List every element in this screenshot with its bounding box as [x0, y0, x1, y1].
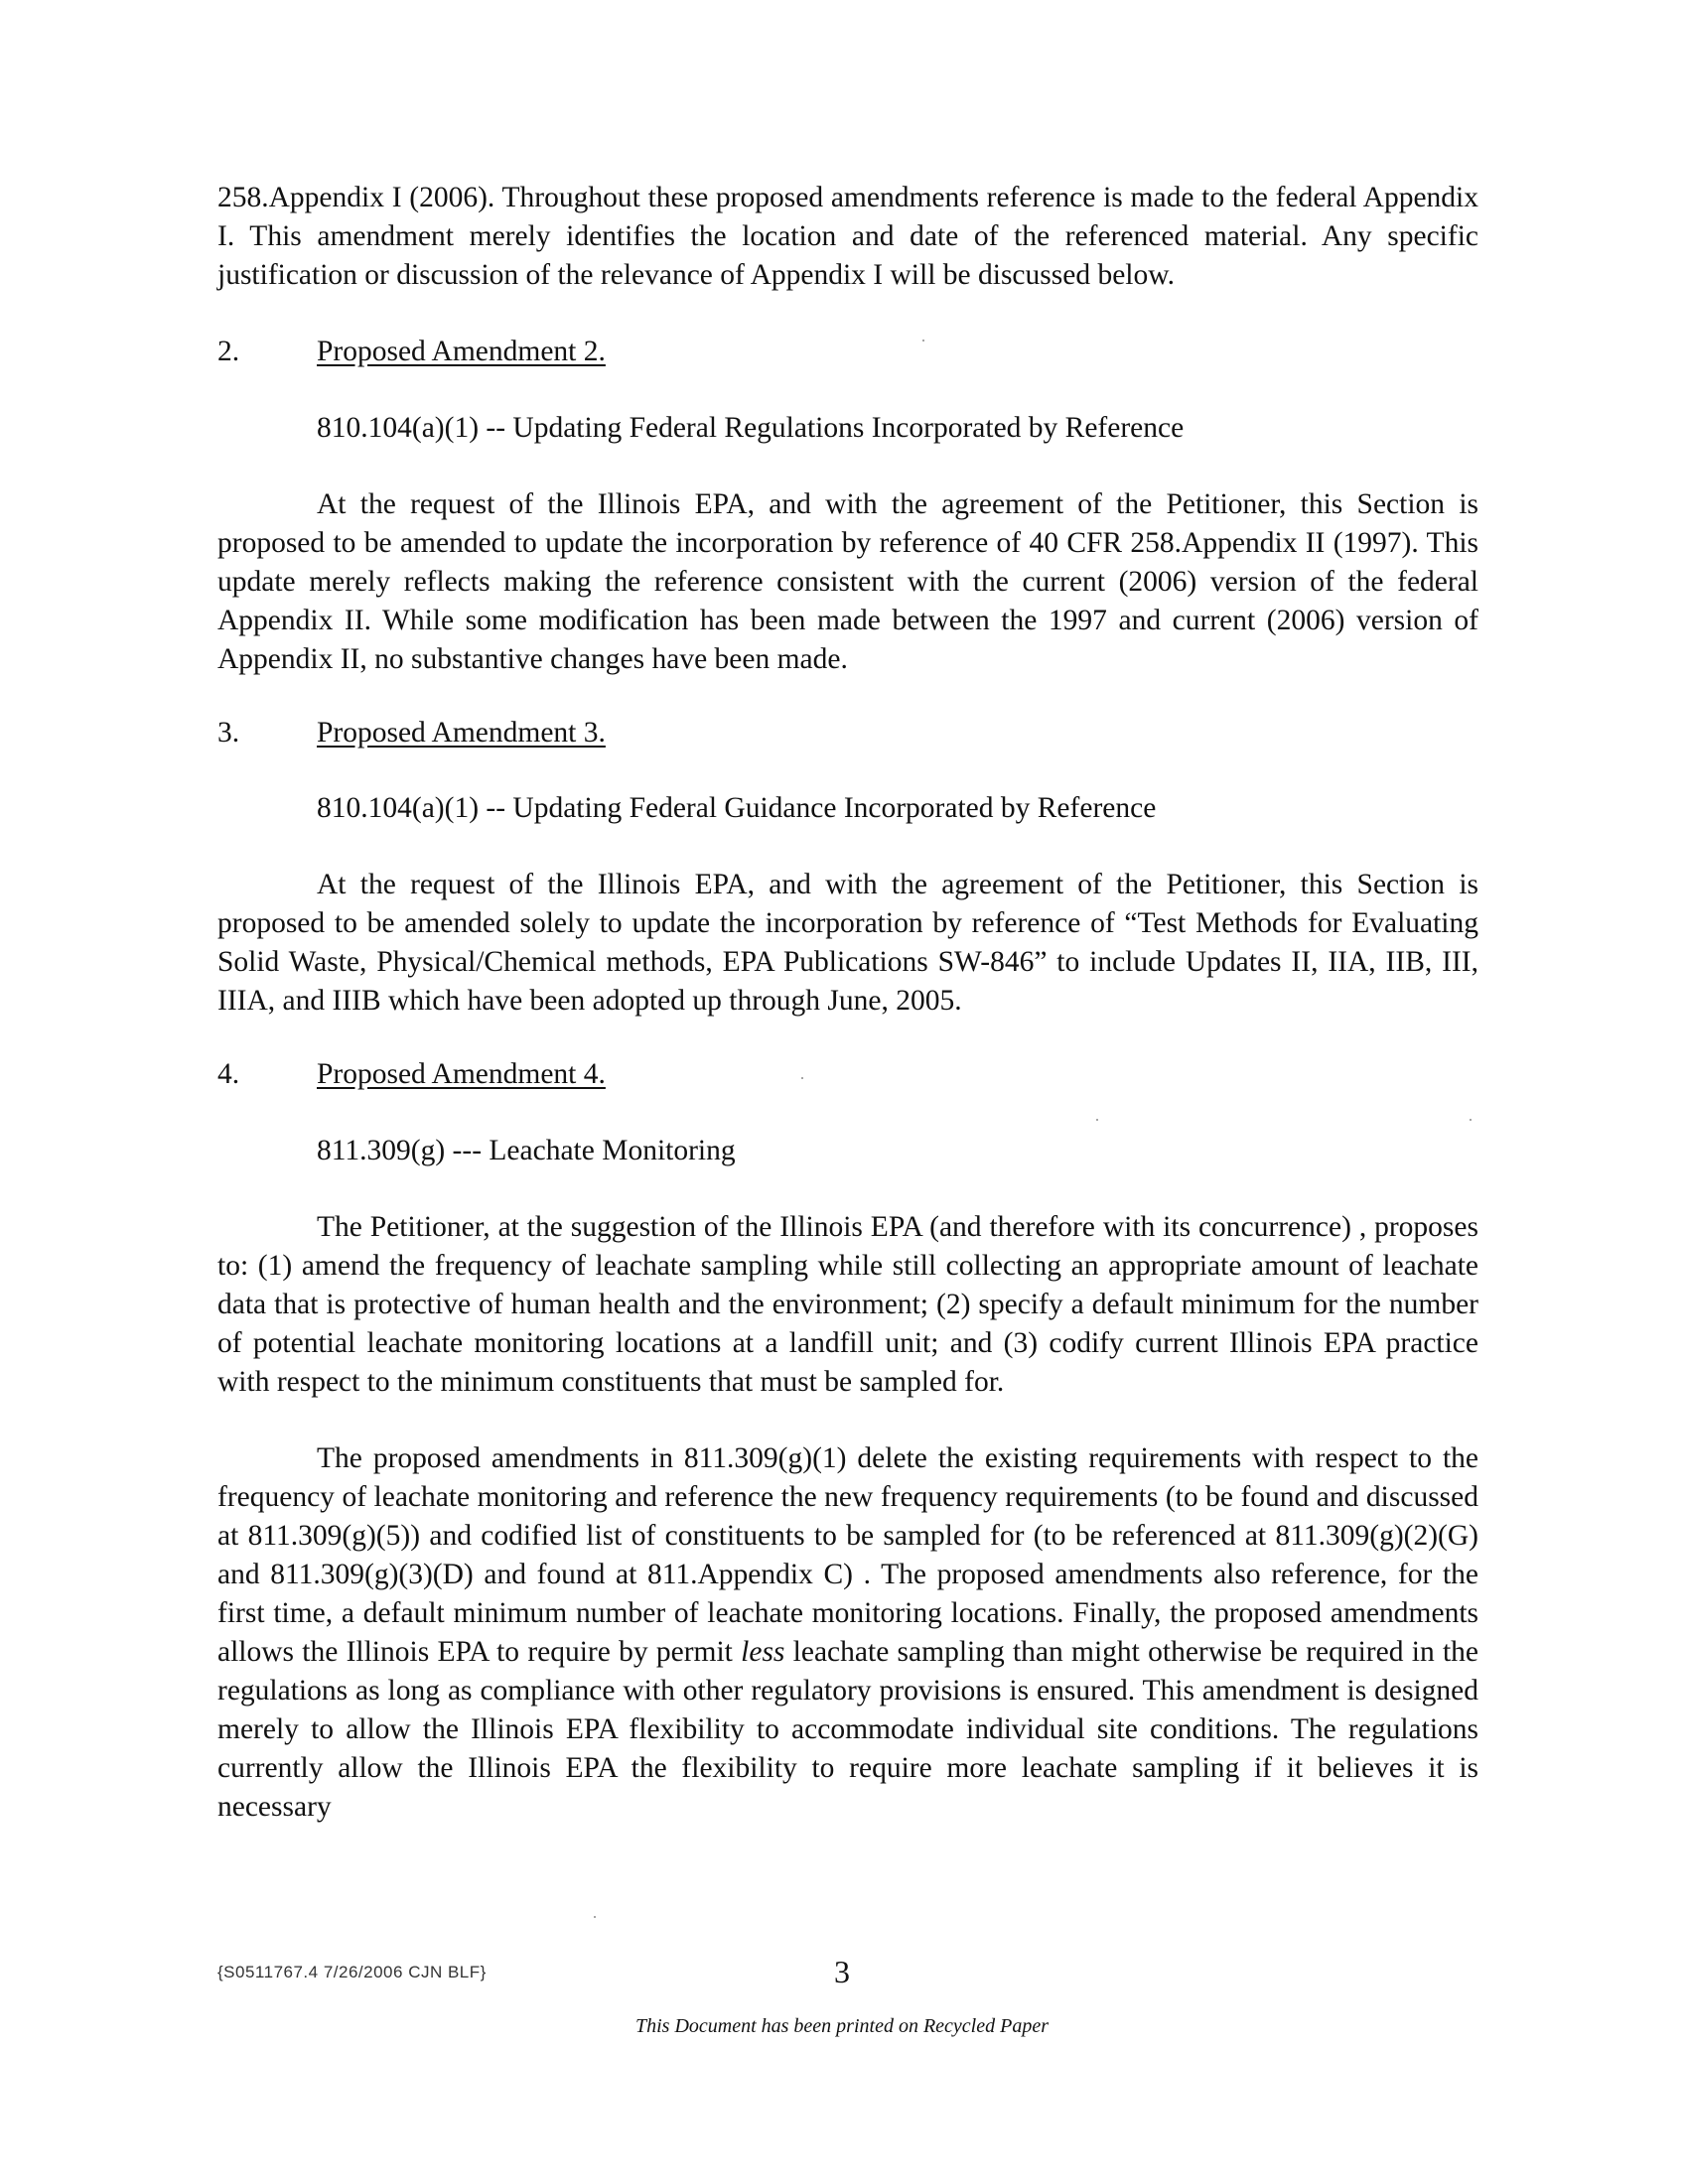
section-number: 3.: [217, 717, 240, 749]
emphasis-text: less: [741, 1636, 785, 1668]
paragraph-text: The proposed amendments in 811.309(g)(1) delete the existing requirements with respect to the frequency of leachate monitoring and reference the new frequency requirements (to be found and discussed at 811.309(g)(5)) and codified list of constituents to be sampled for (to be referenced at 811.309(g)(2)(G) and 811.309(g)(3)(D) and found at 811.Appendix C) . The proposed amendments also reference, for the first time, a default minimum number of leachate monitoring locations. Finally, the proposed amendments allows the Illinois EPA to require by permit: [217, 1442, 1478, 1668]
section-4-paragraph-1: The Petitioner, at the suggestion of the Illinois EPA (and therefore with its concurrence) , proposes to: (1) amend the frequency of leachate sampling while still collecting an appropriate amount of leachate data that is protective of human health and the environment; (2) specify a default minimum for the number of potential leachate monitoring locations at a landfill unit; and (3) codify current Illinois EPA practice with respect to the minimum constituents that must be sampled for.: [217, 1211, 1478, 1398]
scan-speck: [1470, 1119, 1472, 1121]
section-title: Proposed Amendment 4.: [317, 1058, 606, 1090]
section-heading-3: [217, 714, 606, 752]
section-3-paragraph: At the request of the Illinois EPA, and with the agreement of the Petitioner, this Section is proposed to be amended solely to update the incorporation by reference of “Test Methods for Evaluating Solid Waste, Physical/Chemical methods, EPA Publications SW-846” to include Updates II, IIA, IIB, III, IIIA, and IIIB which have been adopted up through June, 2005.: [217, 869, 1478, 1017]
scan-speck: [801, 1077, 803, 1079]
section-title: Proposed Amendment 3.: [317, 717, 606, 749]
paragraph-text: leachate sampling than might otherwise be required in the regulations as long as compliance with other regulatory provisions is ensured. This amendment is designed merely to allow the Illinois EPA flexibility to accommodate individual site conditions. The regulations currently allow the Illinois EPA the flexibility to require more leachate sampling if it believes it is necessary: [217, 1636, 1478, 1823]
section-heading-2: [217, 333, 606, 371]
scan-speck: [1096, 1119, 1098, 1121]
section-number: 2.: [217, 336, 240, 367]
section-subheading-3: 810.104(a)(1) -- Updating Federal Guidance Incorporated by Reference: [317, 792, 1157, 824]
section-subheading-2: 810.104(a)(1) -- Updating Federal Regulations Incorporated by Reference: [317, 412, 1185, 444]
scan-speck: [922, 340, 924, 341]
recycled-paper-note: This Document has been printed on Recycled Paper: [634, 2015, 1049, 2037]
section-subheading-4: 811.309(g) --- Leachate Monitoring: [317, 1135, 736, 1166]
intro-paragraph: 258.Appendix I (2006). Throughout these proposed amendments reference is made to the federal Appendix I. This amendment merely identifies the location and date of the referenced material. Any specific justification or discussion of the relevance of Appendix I will be discussed below.: [217, 182, 1478, 291]
document-id: {S0511767.4 7/26/2006 CJN BLF}: [217, 1963, 487, 1981]
scan-speck: [594, 1916, 596, 1918]
section-2-paragraph: At the request of the Illinois EPA, and with the agreement of the Petitioner, this Section is proposed to be amended to update the incorporation by reference of 40 CFR 258.Appendix II (1997). This update merely reflects making the reference consistent with the current (2006) version of the federal Appendix II. While some modification has been made between the 1997 and current (2006) version of Appendix II, no substantive changes have been made.: [217, 488, 1478, 675]
page-number: 3: [834, 1954, 850, 1989]
section-title: Proposed Amendment 2.: [317, 336, 606, 367]
section-4-paragraph-2: [217, 1439, 1478, 1827]
section-number: 4.: [217, 1058, 240, 1090]
section-heading-4: [217, 1055, 606, 1094]
